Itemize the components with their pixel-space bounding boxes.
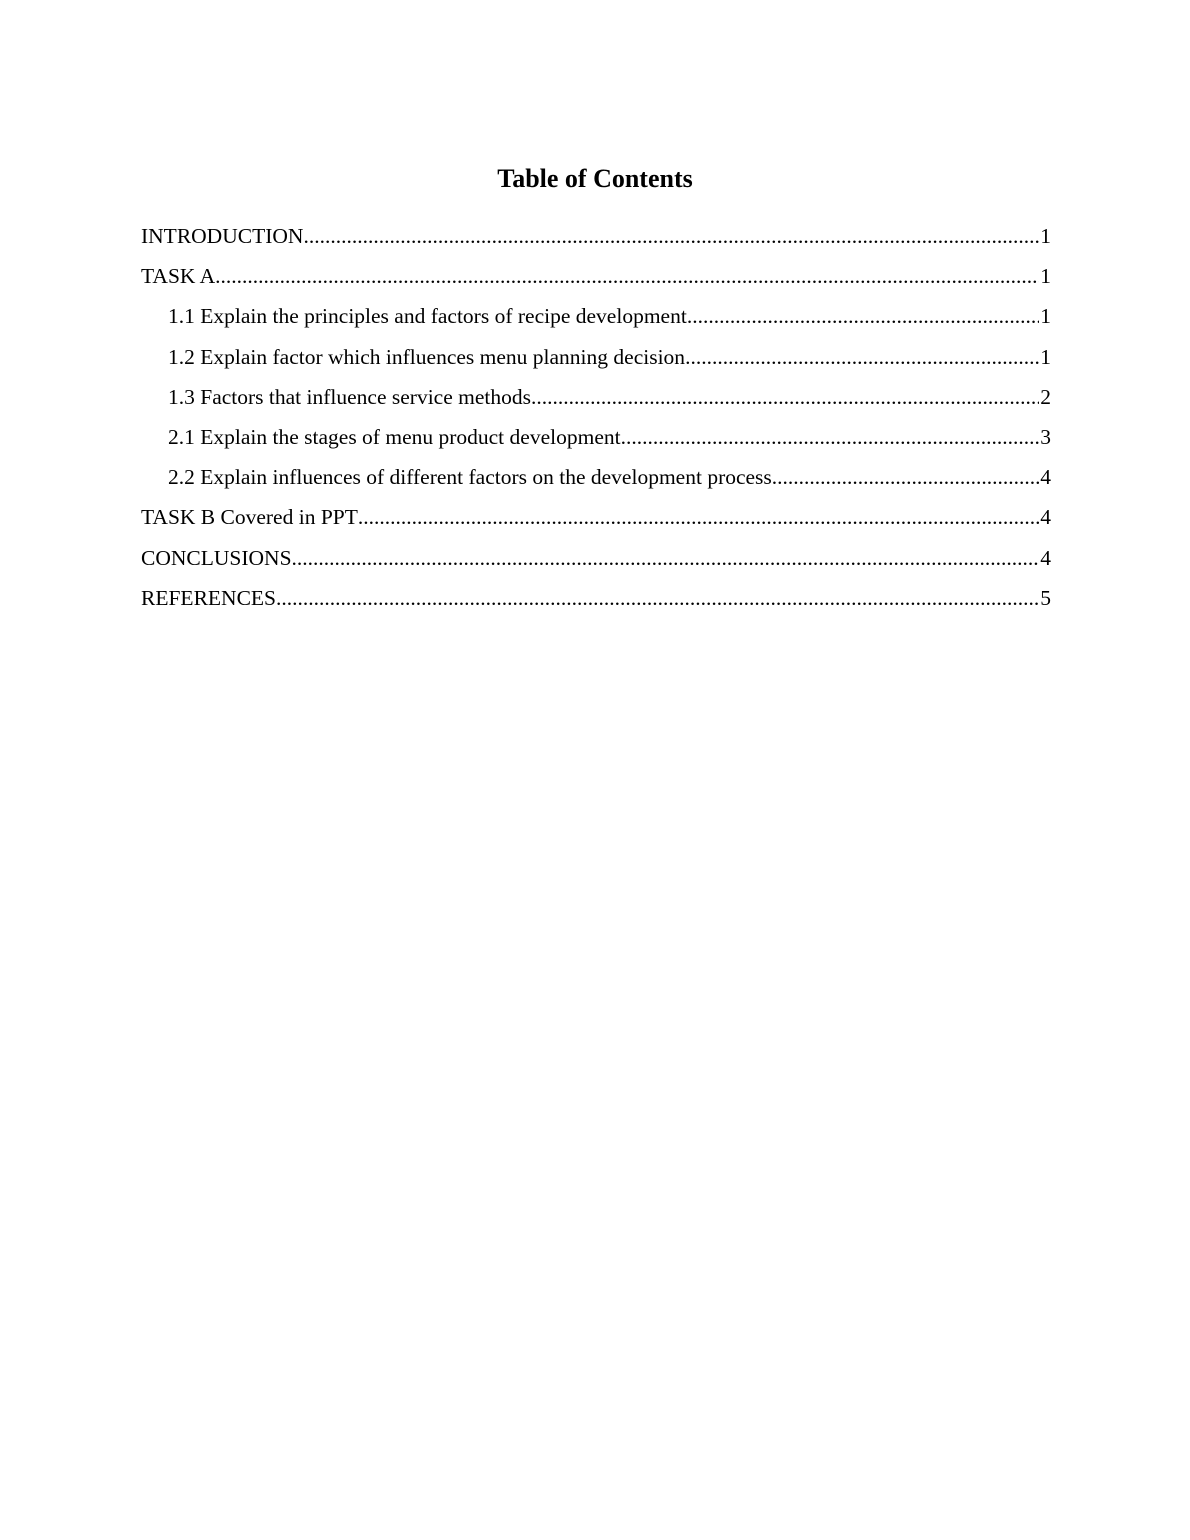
toc-page-number: 4 — [1040, 545, 1051, 570]
toc-page-number: 3 — [1040, 424, 1051, 449]
toc-entry-2-1[interactable] — [141, 421, 1051, 461]
toc-page-number: 4 — [1040, 505, 1051, 530]
toc-dot-leader — [358, 501, 1039, 533]
toc-list — [141, 220, 1051, 622]
toc-entry-references[interactable] — [141, 582, 1051, 622]
toc-page-number: 1 — [1040, 344, 1051, 369]
toc-dot-leader — [276, 582, 1039, 614]
toc-entry-text: 2.2 Explain influences of different factors on the development process — [168, 465, 772, 490]
toc-dot-leader — [621, 421, 1040, 453]
toc-entry-text: TASK A — [141, 264, 216, 289]
toc-entry-conclusions[interactable] — [141, 542, 1051, 582]
toc-dot-leader — [772, 461, 1039, 493]
toc-entry-1-3[interactable] — [141, 381, 1051, 421]
toc-dot-leader — [685, 341, 1039, 373]
toc-entry-text: 2.1 Explain the stages of menu product development — [168, 424, 621, 449]
toc-entry-text: 1.1 Explain the principles and factors of recipe development — [168, 304, 687, 329]
toc-dot-leader — [303, 220, 1039, 252]
toc-dot-leader — [531, 381, 1039, 413]
toc-page-number: 4 — [1040, 465, 1051, 490]
toc-dot-leader — [687, 300, 1039, 332]
toc-entry-introduction[interactable] — [141, 220, 1051, 260]
toc-entry-text: INTRODUCTION — [141, 224, 304, 248]
toc-entry-1-2[interactable] — [141, 341, 1051, 381]
toc-entry-2-2[interactable] — [141, 461, 1051, 501]
toc-entry-task-b[interactable] — [141, 501, 1051, 541]
toc-page-number: 5 — [1040, 585, 1051, 610]
toc-title: Table of Contents — [497, 164, 693, 193]
toc-dot-leader — [215, 260, 1039, 292]
toc-page-number: 1 — [1040, 264, 1051, 289]
toc-entry-text: TASK B Covered in PPT — [141, 505, 358, 530]
toc-entry-text: 1.2 Explain factor which influences menu planning decision — [168, 344, 686, 369]
toc-page-number: 2 — [1040, 384, 1051, 409]
toc-entry-text: 1.3 Factors that influence service methods — [168, 384, 532, 409]
toc-dot-leader — [292, 542, 1040, 574]
toc-entry-text: CONCLUSIONS — [141, 545, 292, 570]
toc-entry-task-a[interactable] — [141, 260, 1051, 300]
toc-page-number: 1 — [1040, 304, 1051, 329]
toc-entry-text: REFERENCES — [141, 585, 276, 610]
toc-entry-1-1[interactable] — [141, 300, 1051, 340]
toc-page-number: 1 — [1040, 224, 1051, 248]
